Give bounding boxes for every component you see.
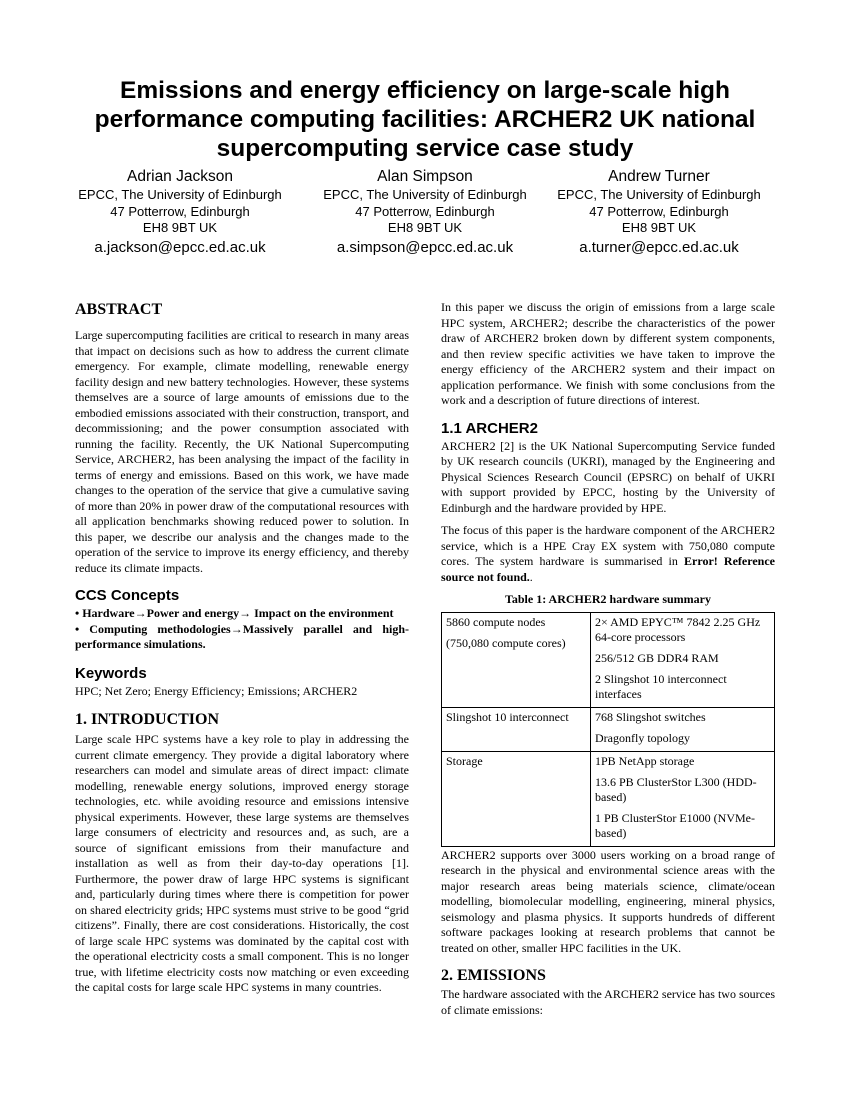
abstract-heading: ABSTRACT bbox=[75, 301, 163, 318]
table-row bbox=[442, 612, 775, 707]
table-cell-text: 1PB NetApp storage bbox=[595, 753, 695, 768]
author-email[interactable]: a.simpson@epcc.ed.ac.uk bbox=[336, 238, 514, 256]
author-name: Andrew Turner bbox=[608, 168, 710, 185]
archer2-paragraph-2-text: The focus of this paper is the hardware component of the ARCHER2 service, which is a HPE Cray EX system with 750,080 compute cores. The system hardware is summarised in bbox=[441, 523, 775, 568]
table-cell-text: 256/512 GB DDR4 RAM bbox=[595, 650, 719, 665]
table-cell-text: Slingshot 10 interconnect bbox=[446, 709, 569, 724]
error-reference[interactable]: Error! Reference source not found. bbox=[441, 554, 775, 584]
ccs-concept-1: • Hardware→Power and energy→ Impact on the environment bbox=[75, 606, 394, 620]
table-cell-text: Storage bbox=[446, 753, 483, 768]
table-caption: Table 1: ARCHER2 hardware summary bbox=[504, 592, 711, 606]
table-cell bbox=[442, 751, 591, 846]
keywords-text: HPC; Net Zero; Energy Efficiency; Emissions; ARCHER2 bbox=[75, 683, 358, 698]
keywords-heading: Keywords bbox=[75, 664, 147, 682]
author-name: Alan Simpson bbox=[377, 168, 473, 185]
archer2-paragraph-1: ARCHER2 [2] is the UK National Supercomputing Service funded by UK research councils (UKRI), managed by the Engineering and Physical Sciences Research Council (EPSRC) on behalf of UKRI with support provided by EPCC, hosting by the University of Edinburgh and the hardware provided by HPE. bbox=[441, 438, 775, 515]
table-cell bbox=[591, 612, 775, 707]
ccs-concept-2: • Computing methodologies→Massively parallel and high-performance simulations. bbox=[75, 621, 409, 651]
author-postcode: EH8 9BT UK bbox=[387, 220, 463, 235]
author-address: 47 Potterrow, Edinburgh bbox=[589, 203, 729, 219]
right-column bbox=[441, 300, 775, 1018]
author-email[interactable]: a.jackson@epcc.ed.ac.uk bbox=[94, 238, 266, 256]
table-cell bbox=[442, 707, 591, 751]
table-cell-text: 768 Slingshot switches bbox=[595, 709, 706, 724]
emissions-heading: 2. EMISSIONS bbox=[441, 967, 546, 984]
table-cell-text: 1 PB ClusterStor E1000 (NVMe-based) bbox=[595, 810, 755, 840]
archer2-heading: 1.1 ARCHER2 bbox=[441, 419, 538, 437]
table-cell-text: 5860 compute nodes bbox=[446, 614, 546, 629]
left-column bbox=[75, 300, 409, 996]
table-cell bbox=[591, 751, 775, 846]
introduction-text: Large scale HPC systems have a key role to play in addressing the current climate emergency. They provide a digital laboratory where researchers can model and simulate areas of direct impact: climate modelling, renewable energy solutions, improved energy storage technologies, etc. while avoiding resource and emissions intensive physical experiments. However, these large systems are themselves large consumers of electricity and resources and, as such, are a source of significant emissions from their manufacture and installation as well as from their day-to-day operations [1]. Furthermore, the power draw of large HPC systems is significant and, particularly during times where there is competition for power on shared electricity grids; HPC systems must strive to be good “grid citizens”. Finally, there are cost considerations. Historically, the cost of large scale HPC systems was dominated by the capital cost with the operational electricity costs a small component. This is no longer true, with lifetime electricity costs now matching or even exceeding the capital costs for large scale HPC systems in many countries. bbox=[75, 732, 409, 994]
introduction-heading: 1. INTRODUCTION bbox=[75, 711, 220, 728]
table-cell bbox=[591, 707, 775, 751]
table-cell-text: Dragonfly topology bbox=[595, 730, 690, 745]
table-cell-text: 13.6 PB ClusterStor L300 (HDD-based) bbox=[595, 774, 757, 804]
table-cell-text: 2 Slingshot 10 interconnect interfaces bbox=[595, 671, 727, 701]
table-cell-text: (750,080 compute cores) bbox=[446, 635, 566, 650]
author-postcode: EH8 9BT UK bbox=[142, 220, 218, 235]
after-table-text: ARCHER2 supports over 3000 users working on a broad range of research in the physical and environmental science areas with the major research areas being materials science, climate/ocean modelling, biomolecular modelling, engineering, mineral physics, seismology and plasma physics. It supports hundreds of different software packages looking at research problems that cannot be treated on other, smaller HPC facilities in the UK. bbox=[441, 847, 775, 955]
author-block bbox=[539, 166, 779, 258]
table-row bbox=[442, 707, 775, 751]
author-address: 47 Potterrow, Edinburgh bbox=[110, 203, 250, 219]
archer2-paragraph-2 bbox=[441, 523, 775, 585]
author-name: Adrian Jackson bbox=[127, 168, 233, 185]
abstract-text: Large supercomputing facilities are critical to research in many areas that impact on decisions such as how to address the current climate emergency. For example, climate modelling, renewable energy facility design and new battery technologies. However, these systems themselves are a source of large amounts of emissions due to the embodied emissions associated with their construction, transport, and decommissioning; and the power consumption associated with running the facility. Recently, the UK National Supercomputing Service, ARCHER2, has been analysing the impact of the facility in terms of energy and emissions. Based on this work, we have made changes to the operation of the service that give a cumulative saving of more than 20% in power draw of the computational resources with all application benchmarks showing reduced power to solution. In this paper, we describe our analysis and the changes made to the operation of the service to improve its energy efficiency, and thereby reduce its climate impacts. bbox=[75, 328, 409, 575]
author-affiliation: EPCC, The University of Edinburgh bbox=[323, 187, 527, 202]
author-affiliation: EPCC, The University of Edinburgh bbox=[557, 187, 761, 202]
author-block bbox=[60, 166, 300, 258]
author-email[interactable]: a.turner@epcc.ed.ac.uk bbox=[579, 238, 739, 256]
table-cell-text: 2× AMD EPYC™ 7842 2.25 GHz 64-core processors bbox=[595, 614, 761, 644]
intro-continuation-text: In this paper we discuss the origin of emissions from a large scale HPC system, ARCHER2; describe the characteristics of the power draw of ARCHER2 broken down by different system components, and then review specific activities we have taken to improve the energy efficiency of the ARCHER2 system and their impact on application performance. We finish with some conclusions from the work and a description of future directions of interest. bbox=[441, 300, 775, 407]
archer2-paragraph-2-end: . bbox=[529, 569, 533, 584]
ccs-heading: CCS Concepts bbox=[75, 587, 180, 604]
table-cell bbox=[442, 612, 591, 707]
author-postcode: EH8 9BT UK bbox=[621, 220, 697, 235]
author-address: 47 Potterrow, Edinburgh bbox=[355, 203, 495, 219]
author-block bbox=[305, 166, 545, 258]
author-affiliation: EPCC, The University of Edinburgh bbox=[78, 187, 282, 202]
emissions-text: The hardware associated with the ARCHER2 service has two sources of climate emissions: bbox=[441, 987, 775, 1017]
paper-title: Emissions and energy efficiency on large-scale high performance computing facilities: ARCHER2 UK national supercomputing service case study bbox=[94, 77, 756, 162]
table-row bbox=[442, 751, 775, 846]
hardware-summary-table bbox=[441, 612, 775, 847]
